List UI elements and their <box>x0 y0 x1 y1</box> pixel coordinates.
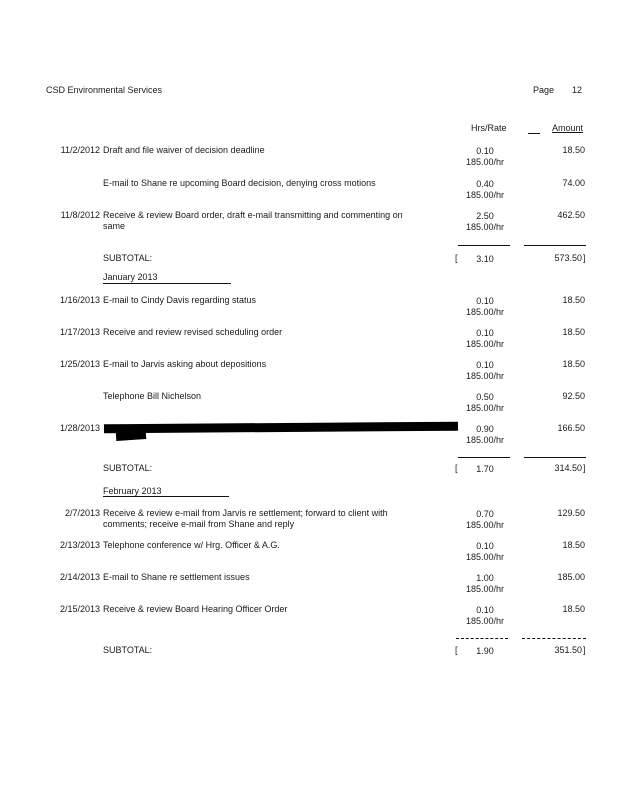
redaction-bar <box>116 430 147 441</box>
redaction-bar <box>104 422 458 433</box>
entry-hours: 0.10 <box>476 541 494 551</box>
entry-description: Telephone conference w/ Hrg. Officer & A.G. <box>103 540 280 550</box>
entry-description-cont: same <box>103 221 126 231</box>
entry-hours: 0.70 <box>476 509 494 519</box>
open-bracket: [ <box>455 463 458 473</box>
entry-amount: 92.50 <box>562 391 585 401</box>
entry-rate: 185.00/hr <box>465 520 505 530</box>
entry-rate: 185.00/hr <box>465 157 505 167</box>
close-bracket: ] <box>583 463 586 473</box>
subtotal-hours: 1.70 <box>476 464 494 474</box>
page-number: 12 <box>572 85 583 95</box>
subtotal-label: SUBTOTAL: <box>103 645 153 655</box>
entry-amount: 74.00 <box>562 178 585 188</box>
entry-rate: 185.00/hr <box>465 339 505 349</box>
entry-amount: 166.50 <box>557 423 585 433</box>
month-heading-january: January 2013 <box>103 272 158 282</box>
entry-hours: 0.40 <box>476 179 494 189</box>
close-bracket: ] <box>583 645 586 655</box>
entry-rate: 185.00/hr <box>465 616 505 626</box>
entry-hours: 0.10 <box>476 296 494 306</box>
entry-amount: 18.50 <box>562 540 585 550</box>
entry-amount: 185.00 <box>557 572 585 582</box>
entry-amount: 18.50 <box>562 327 585 337</box>
open-bracket: [ <box>455 645 458 655</box>
entry-amount: 18.50 <box>562 359 585 369</box>
amount-header-rule <box>528 133 540 134</box>
entry-description: Receive and review revised scheduling order <box>103 327 283 337</box>
entry-amount: 129.50 <box>557 508 585 518</box>
month-underline <box>103 496 229 497</box>
entry-date: 1/17/2013 <box>59 327 100 337</box>
entry-rate: 185.00/hr <box>465 371 505 381</box>
subtotal-hours: 3.10 <box>476 254 494 264</box>
entry-date: 2/13/2013 <box>59 540 100 550</box>
subtotal-label: SUBTOTAL: <box>103 463 153 473</box>
entry-date: 1/28/2013 <box>59 423 100 433</box>
entry-hours: 0.50 <box>476 392 494 402</box>
entry-rate: 185.00/hr <box>465 552 505 562</box>
subtotal-hours: 1.90 <box>476 646 494 656</box>
entry-rate: 185.00/hr <box>465 222 505 232</box>
entry-date: 11/8/2012 <box>60 210 100 220</box>
entry-date: 11/2/2012 <box>60 145 100 155</box>
subtotal-rule <box>524 245 586 246</box>
subtotal-rule <box>522 638 586 639</box>
entry-description: E-mail to Shane re upcoming Board decision, denying cross motions <box>103 178 376 188</box>
entry-rate: 185.00/hr <box>465 190 505 200</box>
entry-rate: 185.00/hr <box>465 403 505 413</box>
entry-rate: 185.00/hr <box>465 435 505 445</box>
entry-rate: 185.00/hr <box>465 307 505 317</box>
entry-date: 2/14/2013 <box>59 572 100 582</box>
entry-amount: 18.50 <box>562 295 585 305</box>
entry-date: 2/7/2013 <box>64 508 100 518</box>
close-bracket: ] <box>583 253 586 263</box>
entry-description: Telephone Bill Nichelson <box>103 391 202 401</box>
entry-date: 1/25/2013 <box>59 359 100 369</box>
page-label: Page <box>533 85 555 95</box>
month-heading-february: February 2013 <box>103 486 162 496</box>
hrs-rate-header: Hrs/Rate <box>471 123 507 133</box>
subtotal-rule <box>456 638 508 639</box>
entry-hours: 0.10 <box>476 328 494 338</box>
entry-description: Receive & review e-mail from Jarvis re settlement; forward to client with <box>103 508 388 518</box>
subtotal-amount: 573.50 <box>554 253 582 263</box>
entry-rate: 185.00/hr <box>465 584 505 594</box>
entry-amount: 462.50 <box>557 210 585 220</box>
subtotal-rule <box>524 457 586 458</box>
entry-description-cont: comments; receive e-mail from Shane and reply <box>103 519 295 529</box>
entry-description: E-mail to Shane re settlement issues <box>103 572 250 582</box>
entry-amount: 18.50 <box>562 145 585 155</box>
entry-hours: 0.10 <box>476 146 494 156</box>
subtotal-rule <box>458 457 510 458</box>
subtotal-rule <box>458 245 510 246</box>
entry-amount: 18.50 <box>562 604 585 614</box>
month-underline <box>103 283 231 284</box>
entry-description: Receive & review Board Hearing Officer Order <box>103 604 288 614</box>
entry-date: 1/16/2013 <box>59 295 100 305</box>
subtotal-amount: 314.50 <box>554 463 582 473</box>
entry-hours: 0.90 <box>476 424 494 434</box>
open-bracket: [ <box>455 253 458 263</box>
entry-description: E-mail to Jarvis asking about depositions <box>103 359 267 369</box>
entry-date: 2/15/2013 <box>59 604 100 614</box>
entry-hours: 1.00 <box>476 573 494 583</box>
amount-header: Amount <box>552 123 584 133</box>
entry-description: Draft and file waiver of decision deadline <box>103 145 265 155</box>
entry-description: Receive & review Board order, draft e-mail transmitting and commenting on <box>103 210 403 220</box>
entry-description: E-mail to Cindy Davis regarding status <box>103 295 257 305</box>
firm-name: CSD Environmental Services <box>46 85 163 95</box>
entry-hours: 0.10 <box>476 360 494 370</box>
subtotal-amount: 351.50 <box>554 645 582 655</box>
entry-hours: 2.50 <box>476 211 494 221</box>
subtotal-label: SUBTOTAL: <box>103 253 153 263</box>
entry-hours: 0.10 <box>476 605 494 615</box>
